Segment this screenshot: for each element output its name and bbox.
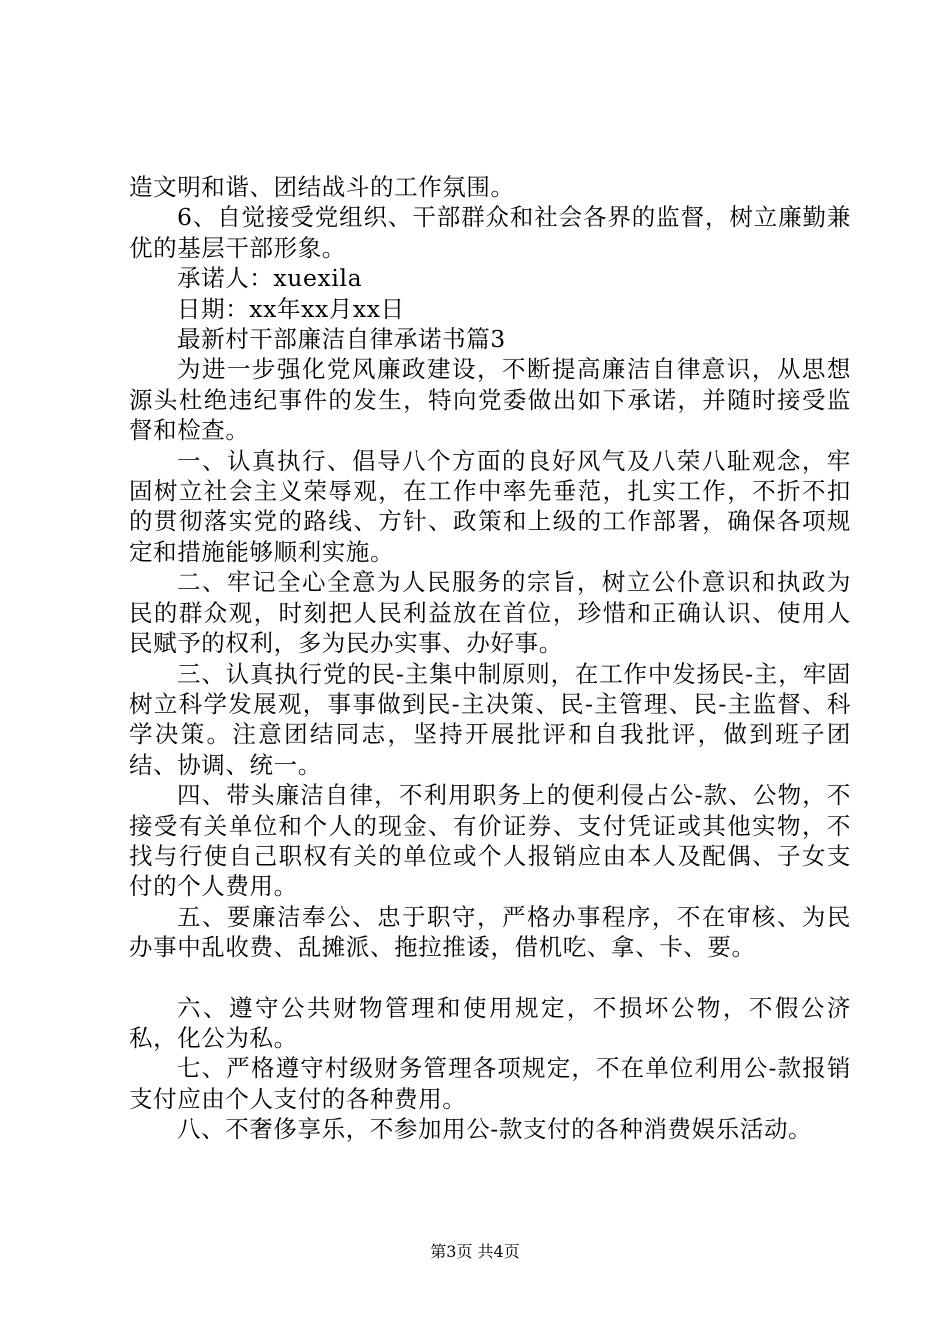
paragraph-spacer (129, 963, 851, 993)
paragraph-item-2: 二、牢记全心全意为人民服务的宗旨，树立公仆意识和执政为民的群众观，时刻把人民利益放在首位，珍惜和正确认识、使用人民赋予的权利，多为民办实事、办好事。 (129, 568, 851, 658)
promisor-line: 承诺人：xuexila (177, 264, 363, 293)
paragraph-item-6: 6、自觉接受党组织、干部群众和社会各界的监督，树立廉勤兼优的基层干部形象。 (129, 203, 851, 262)
paragraph-item-3: 三、认真执行党的民-主集中制原则，在工作中发扬民-主，牢固树立科学发展观，事事做到民-主决策、民-主管理、民-主监督、科学决策。注意团结同志，坚持开展批评和自我批评，做到班子团结、协调、统一。 (129, 659, 851, 779)
paragraph-item-5: 五、要廉洁奉公、忠于职守，严格办事程序，不在审核、为民办事中乱收费、乱摊派、拖拉推诿，借机吃、拿、卡、要。 (129, 902, 851, 962)
paragraph-intro: 为进一步强化党风廉政建设，不断提高廉洁自律意识，从思想源头杜绝违纪事件的发生，特向党委做出如下承诺，并随时接受监督和检查。 (129, 355, 851, 445)
paragraph-item-4: 四、带头廉洁自律，不利用职务上的便利侵占公-款、公物，不接受有关单位和个人的现金、有价证券、支付凭证或其他实物，不找与行使自己职权有关的单位或个人报销应由本人及配偶、子女支付的个人费用。 (129, 781, 851, 901)
date-line: 日期：xx年xx月xx日 (177, 294, 405, 323)
paragraph-item-6b: 六、遵守公共财物管理和使用规定，不损坏公物，不假公济私，化公为私。 (129, 993, 851, 1052)
paragraph-item-8: 八、不奢侈享乐，不参加用公-款支付的各种消费娱乐活动。 (177, 1115, 813, 1144)
section-title: 最新村干部廉洁自律承诺书篇3 (177, 325, 506, 354)
page-number-label: 第3页 共4页 (430, 1242, 520, 1261)
page-footer (0, 1242, 950, 1262)
paragraph-item-1: 一、认真执行、倡导八个方面的良好风气及八荣八耻观念，牢固树立社会主义荣辱观，在工作中率先垂范，扎实工作，不折不扣的贯彻落实党的路线、方针、政策和上级的工作部署，确保各项规定和措施能够顺利实施。 (129, 446, 851, 566)
document-body (129, 172, 851, 1145)
paragraph-continuation: 造文明和谐、团结战斗的工作氛围。 (129, 173, 515, 201)
paragraph-item-7: 七、严格遵守村级财务管理各项规定，不在单位利用公-款报销支付应由个人支付的各种费用。 (129, 1054, 851, 1113)
